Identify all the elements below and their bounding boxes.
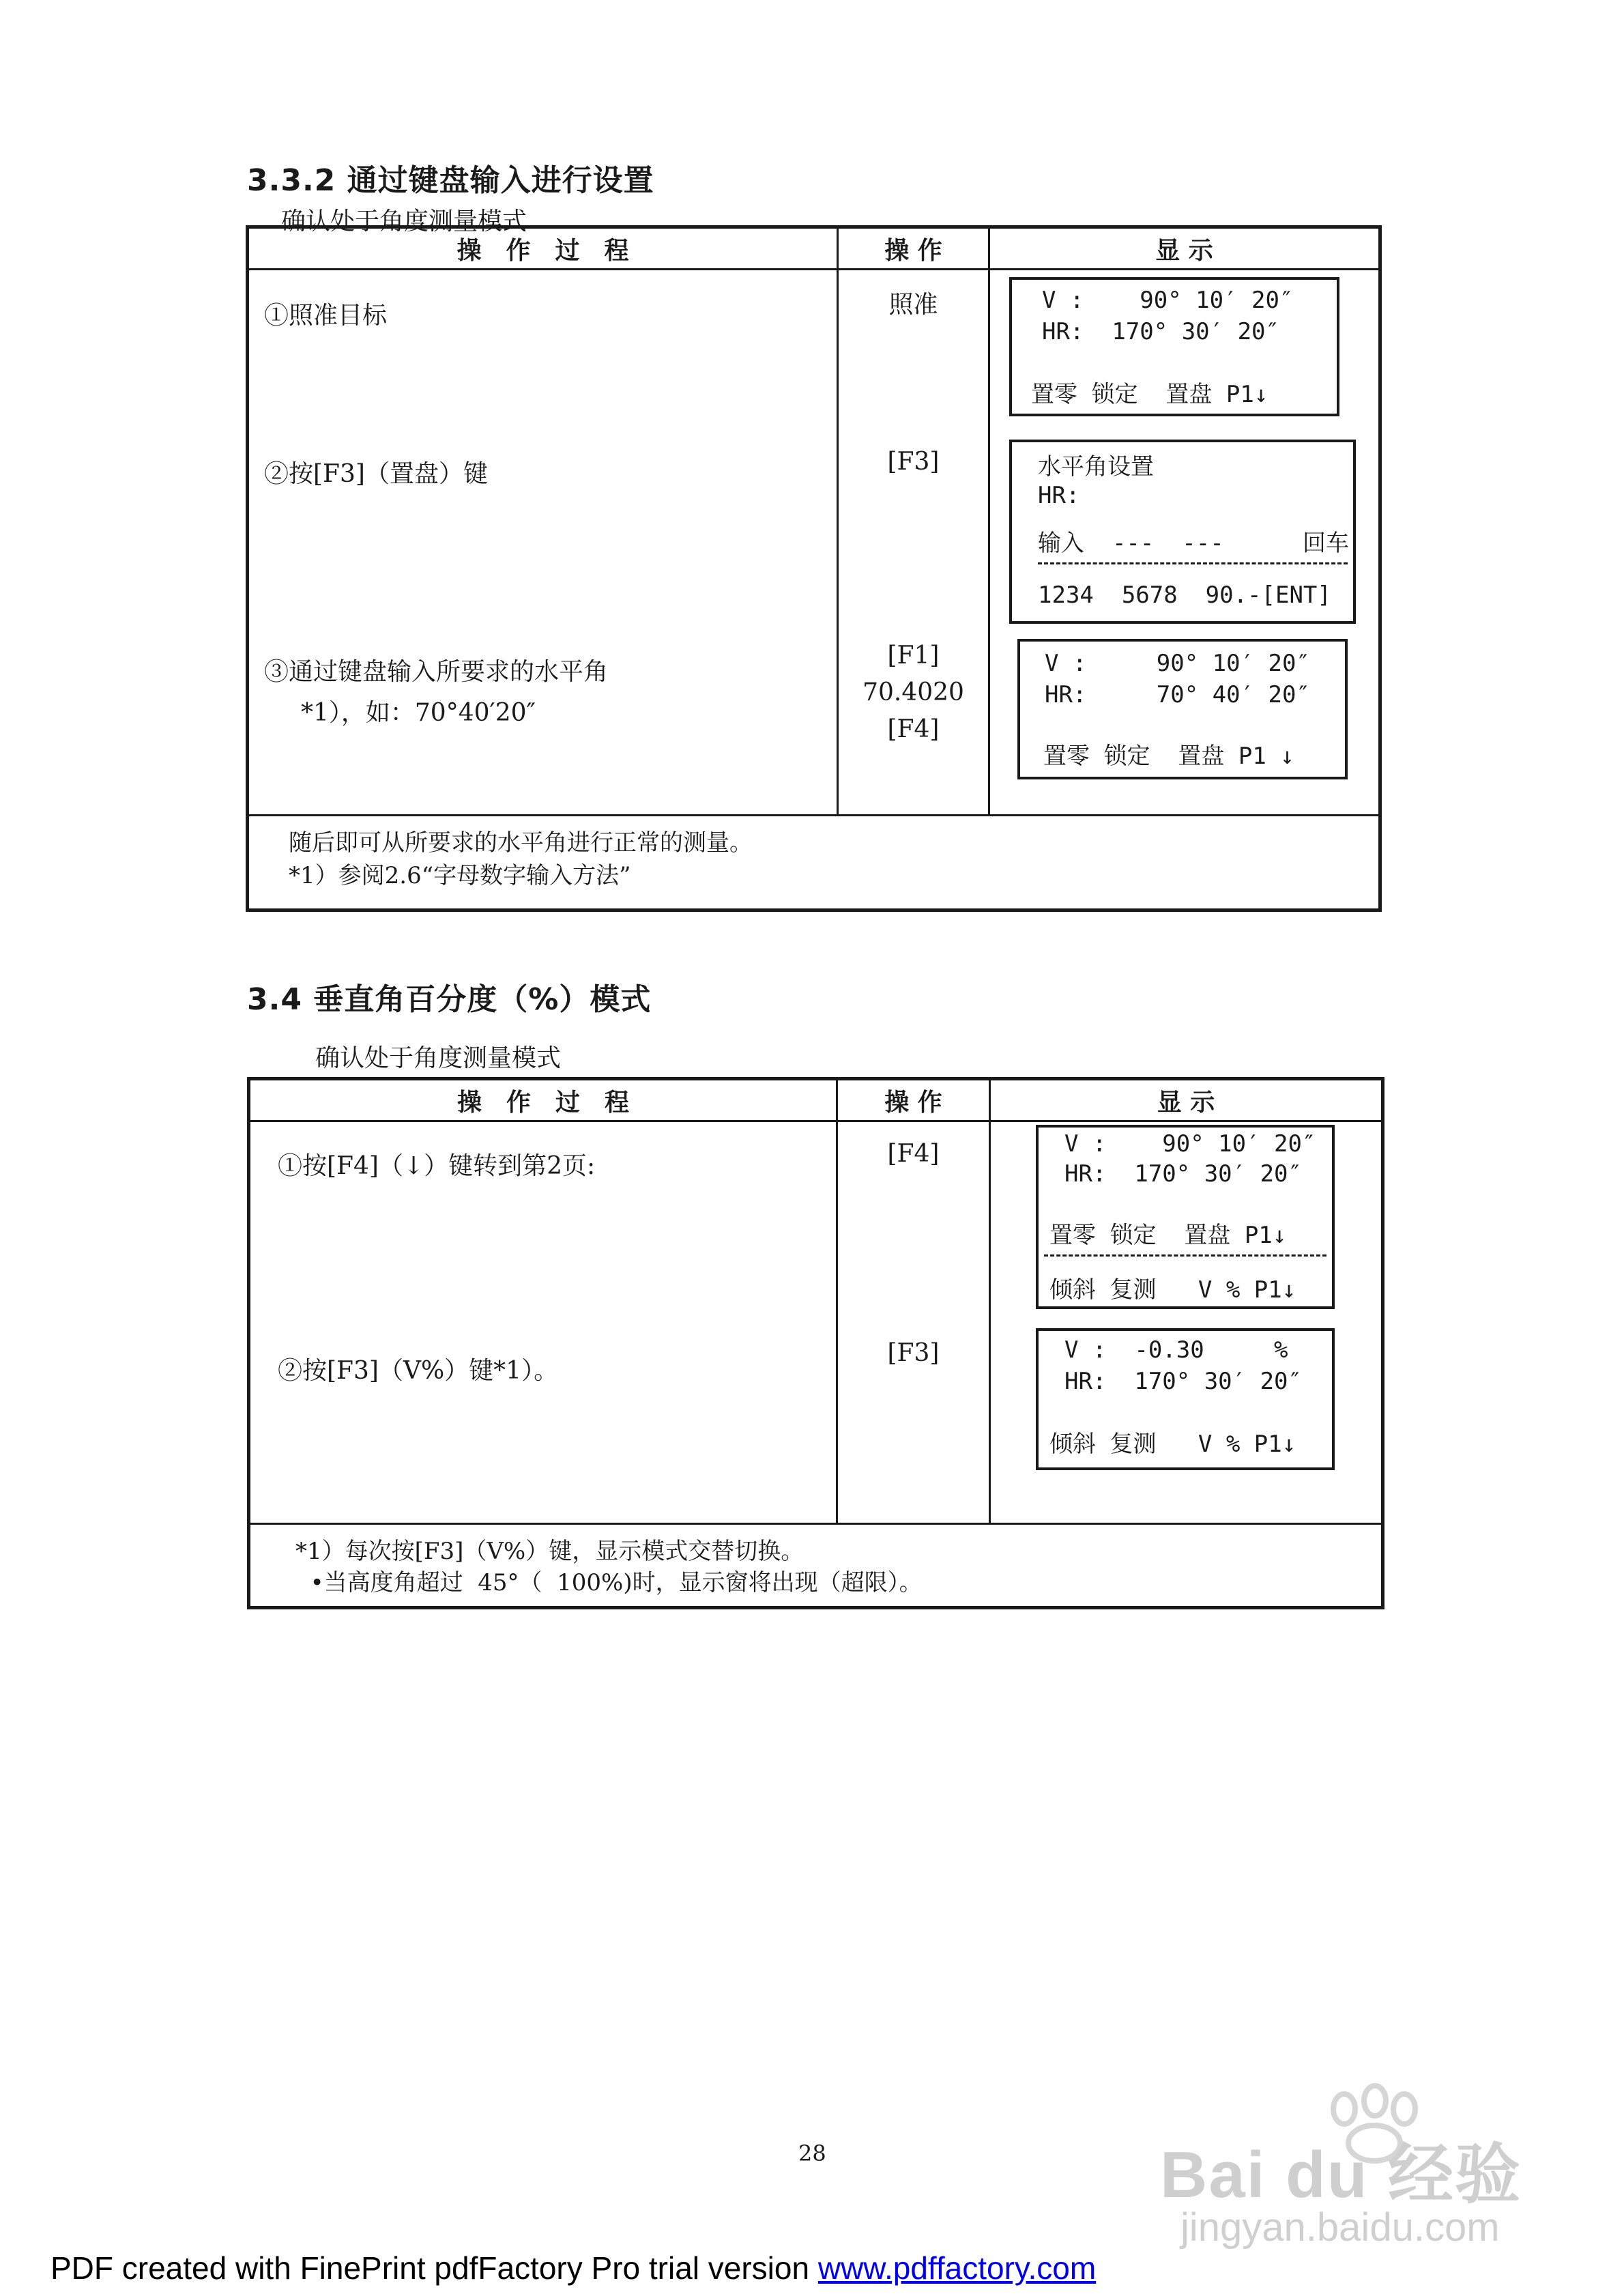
header-display-2: 显 示 — [990, 1079, 1383, 1121]
s2-step-2-text: ②按[F3]（V%）键*1）。 — [278, 1357, 559, 1385]
lcd1-line-3: 置零 锁定 置盘 P1↓ — [1031, 381, 1268, 408]
lcd-display-1 — [1009, 277, 1339, 416]
header-process-2: 操 作 过 程 — [249, 1079, 837, 1121]
lcd5-line-1: V : -0.30 % — [1064, 1336, 1288, 1364]
lcd-display-4 — [1036, 1125, 1335, 1309]
lcd-display-5 — [1036, 1328, 1335, 1470]
process-column-2 — [249, 1121, 837, 1524]
pdf-footer — [50, 2250, 1096, 2286]
lcd2-line-3a: 输入 --- --- — [1038, 530, 1224, 557]
lcd4-line-2: HR: 170° 30′ 20″ — [1064, 1160, 1302, 1188]
lcd4-line-1: V : 90° 10′ 20″ — [1064, 1130, 1316, 1158]
display-column-2 — [990, 1121, 1383, 1524]
lcd3-line-2: HR: 70° 40′ 20″ — [1045, 681, 1310, 708]
lcd5-line-3: 倾斜 复测 V % P1↓ — [1049, 1431, 1296, 1458]
header-display: 显 示 — [989, 227, 1380, 270]
step-2-text: ②按[F3]（置盘）键 — [264, 460, 488, 488]
lcd2-line-4: 1234 5678 90.-[ENT] — [1038, 582, 1331, 609]
lcd4-line-4: 倾斜 复测 V % P1↓ — [1049, 1276, 1296, 1304]
section1-notes — [248, 816, 1380, 910]
process-column — [248, 270, 838, 816]
lcd-display-2 — [1009, 440, 1356, 624]
lcd1-line-1: V : 90° 10′ 20″ — [1042, 287, 1294, 314]
step-1-text: ①照准目标 — [264, 302, 388, 330]
lcd2-line-2: HR: — [1038, 482, 1080, 509]
s2-step-1-op: [F4] — [887, 1140, 940, 1168]
section1-note-2: *1）参阅2.6“字母数字输入方法” — [289, 862, 631, 889]
operation-column — [838, 270, 989, 816]
section1-note-1: 随后即可从所要求的水平角进行正常的测量。 — [289, 829, 753, 857]
lcd2-line-1: 水平角设置 — [1038, 453, 1154, 480]
section2-note-2: •当高度角超过 45°（ 100%)时，显示窗将出现（超限）。 — [295, 1569, 923, 1596]
step-3-op: [F1] — [887, 642, 940, 670]
lcd4-line-3: 置零 锁定 置盘 P1↓ — [1049, 1222, 1287, 1249]
s2-step-2-op: [F3] — [887, 1339, 940, 1367]
watermark-url: jingyan.baidu.com — [1180, 2205, 1500, 2250]
step-1-op: 照准 — [888, 291, 938, 319]
section1-table — [246, 225, 1382, 912]
section1-title: 3.3.2 通过键盘输入进行设置 — [247, 163, 654, 198]
lcd2-line-3b: 回车 — [1303, 530, 1349, 557]
section2-notes — [249, 1524, 1383, 1608]
lcd1-line-2: HR: 170° 30′ 20″ — [1042, 318, 1279, 345]
lcd5-line-2: HR: 170° 30′ 20″ — [1064, 1368, 1302, 1395]
header-process: 操 作 过 程 — [248, 227, 838, 270]
section2-note-1: *1）每次按[F3]（V%）键，显示模式交替切换。 — [295, 1538, 804, 1565]
footer-text: PDF created with FinePrint pdfFactory Pro trial version — [50, 2250, 818, 2286]
header-operation-2: 操 作 — [837, 1079, 990, 1121]
step-3-text: ③通过键盘输入所要求的水平角 — [264, 658, 609, 686]
display-column — [989, 270, 1380, 816]
operation-column-2 — [837, 1121, 990, 1524]
lcd2-divider — [1038, 562, 1348, 564]
header-operation: 操 作 — [838, 227, 989, 270]
page-number: 28 — [798, 2140, 826, 2166]
step-3-op-key: [F4] — [887, 715, 940, 743]
lcd3-line-1: V : 90° 10′ 20″ — [1045, 650, 1310, 677]
lcd4-divider — [1044, 1254, 1326, 1257]
lcd3-line-3: 置零 锁定 置盘 P1 ↓ — [1043, 743, 1294, 770]
step-3-note: *1），如：70°40′20″ — [301, 699, 536, 727]
watermark-brand: Bai du 经验 — [1160, 2138, 1522, 2211]
step-3-op-value: 70.4020 — [862, 678, 964, 706]
step-2-op: [F3] — [887, 448, 940, 476]
section2-subtitle: 确认处于角度测量模式 — [315, 1044, 562, 1072]
footer-link[interactable]: www.pdffactory.com — [817, 2250, 1097, 2286]
section1-subtitle: 确认处于角度测量模式 — [281, 207, 527, 235]
section2-table — [247, 1077, 1384, 1609]
section2-title: 3.4 垂直角百分度（%）模式 — [247, 982, 652, 1017]
s2-step-1-text: ①按[F4]（↓）键转到第2页: — [278, 1152, 596, 1180]
lcd-display-3 — [1017, 639, 1348, 779]
